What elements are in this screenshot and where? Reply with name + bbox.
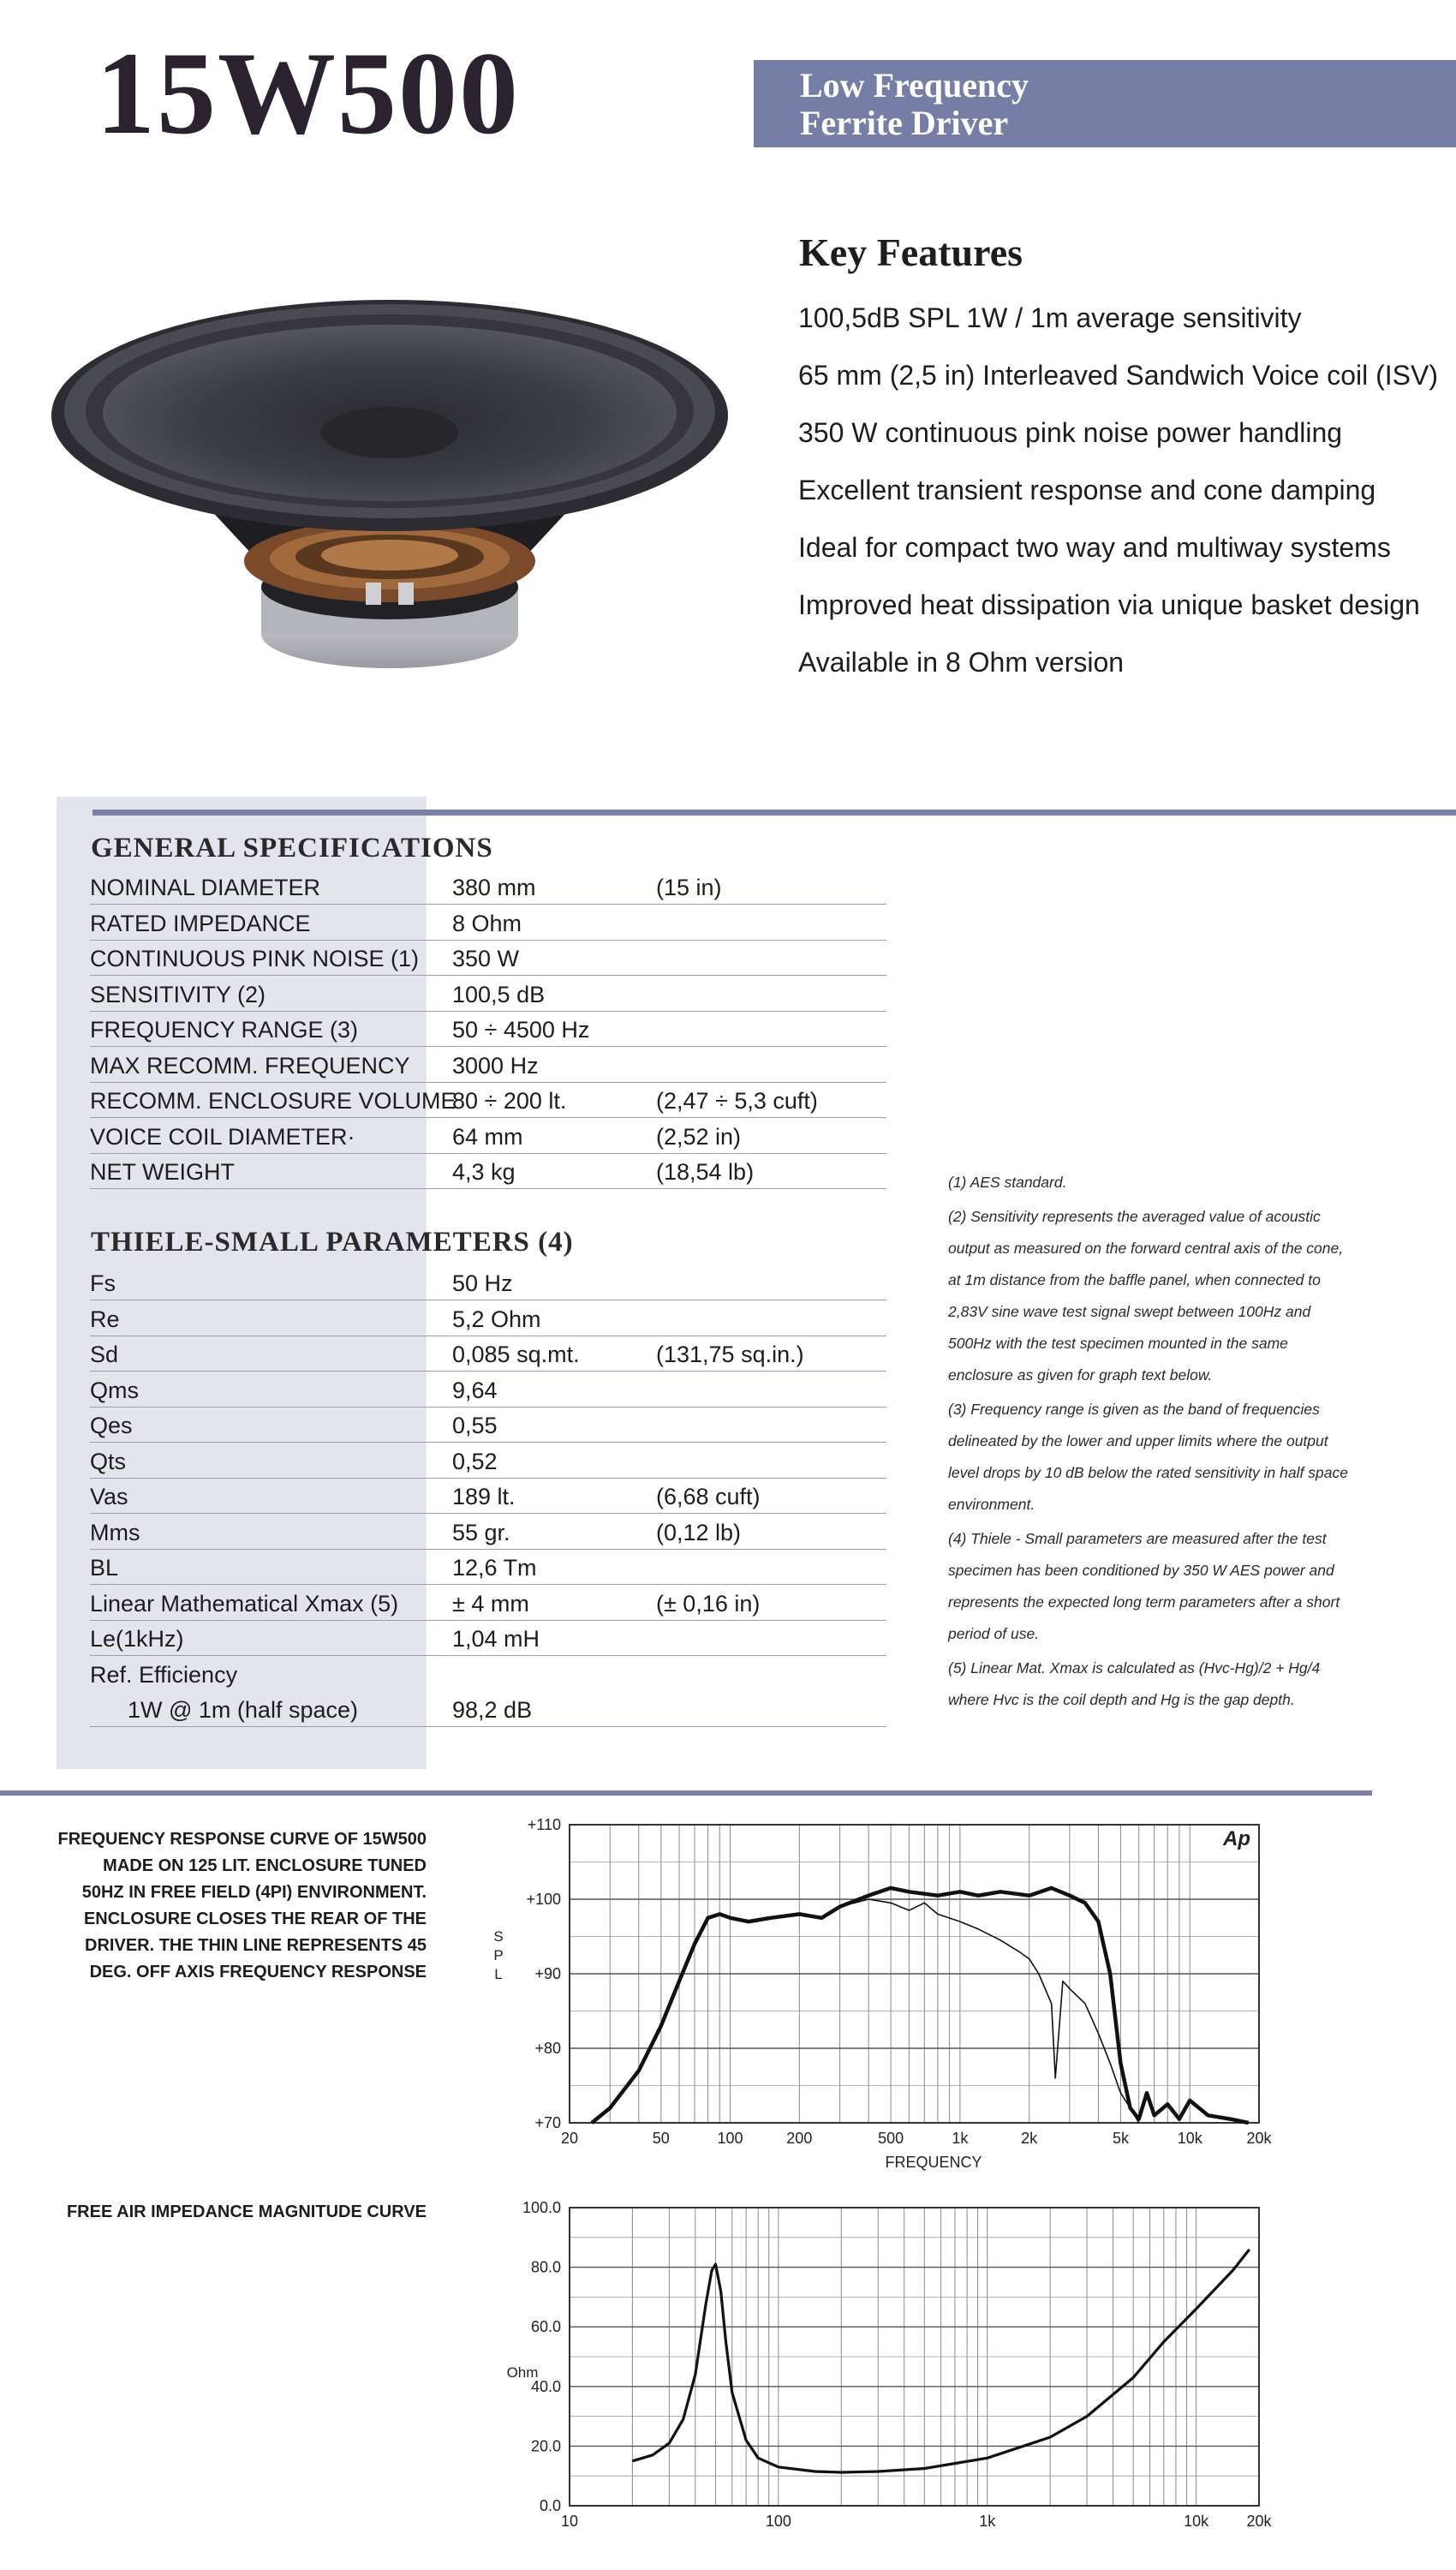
spec-value: 3000 Hz [452, 1052, 539, 1079]
x-tick-label: 20 [560, 2130, 579, 2147]
y-tick-label: +100 [526, 1891, 561, 1908]
x-tick-label: 500 [878, 2130, 904, 2147]
y-tick-label: +70 [534, 2114, 561, 2131]
spec-row [90, 940, 886, 976]
spec-value: 9,64 [452, 1377, 498, 1403]
spec-label: RECOMM. ENCLOSURE VOLUME [90, 1088, 456, 1114]
spec-label: SENSITIVITY (2) [90, 981, 266, 1007]
spec-row [90, 1691, 886, 1727]
spec-label: Ref. Efficiency [90, 1661, 238, 1688]
spec-value: 98,2 dB [452, 1697, 533, 1723]
note-item: (2) Sensitivity represents the averaged value of acoustic output as measured on the forward central axis of the cone, at 1m distance from the baffle panel, when connected to 2,83V sine wave test signal swept between 100Hz and 500Hz with the test specimen mounted in the same enclosure as given for graph text below. [948, 1208, 1344, 1384]
spec-alt-value: (± 0,16 in) [656, 1590, 761, 1617]
spec-label: FREQUENCY RANGE (3) [90, 1017, 359, 1043]
x-tick-label: 50 [652, 2130, 670, 2147]
spec-label: Fs [90, 1270, 116, 1296]
x-tick-label: 1k [979, 2513, 996, 2530]
spec-label: Sd [90, 1342, 119, 1367]
x-tick-label: 200 [786, 2130, 813, 2147]
key-feature-item: 65 mm (2,5 in) Interleaved Sandwich Voice coil (ISV) [798, 360, 1438, 391]
key-features-list [798, 290, 1438, 691]
key-features-title: Key Features [799, 230, 1023, 274]
banner-line-2: Ferrite Driver [800, 104, 1009, 142]
x-axis-label: FREQUENCY [885, 2154, 982, 2171]
caption-line: ENCLOSURE CLOSES THE REAR OF THE [83, 1910, 427, 1928]
spec-value: 189 lt. [452, 1484, 516, 1509]
y-tick-label: +90 [534, 1965, 561, 1982]
general-specs-title: GENERAL SPECIFICATIONS [91, 833, 493, 864]
spec-row [90, 869, 886, 905]
spec-row [90, 1585, 886, 1621]
spec-label: Qes [90, 1413, 133, 1438]
y-axis-label-letter: L [494, 1966, 503, 1982]
spec-row [90, 1407, 886, 1443]
key-feature-item: Excellent transient response and cone damping [798, 475, 1376, 505]
spec-value: 8 Ohm [452, 910, 522, 936]
caption-line: MADE ON 125 LIT. ENCLOSURE TUNED [103, 1856, 427, 1875]
y-tick-label: 0.0 [539, 2497, 561, 2514]
key-feature-item: Available in 8 Ohm version [798, 647, 1125, 678]
caption-line: 50HZ IN FREE FIELD (4PI) ENVIRONMENT. [81, 1883, 427, 1902]
ap-logo: Ap [1223, 1827, 1250, 1850]
y-tick-label: 60.0 [530, 2318, 561, 2336]
spec-value: 50 Hz [452, 1270, 513, 1296]
spec-value: 0,52 [452, 1448, 498, 1474]
caption-line: DRIVER. THE THIN LINE REPRESENTS 45 [85, 1936, 427, 1955]
spec-label: MAX RECOMM. FREQUENCY [90, 1052, 410, 1079]
note-item: (4) Thiele - Small parameters are measured after the test specimen has been conditioned by 350 W AES power and represents the expected long term parameters after a short period of use. [948, 1530, 1340, 1642]
speaker-illustration [47, 257, 749, 702]
spec-label: RATED IMPEDANCE [90, 910, 311, 936]
x-tick-label: 20k [1246, 2513, 1272, 2530]
spec-value: 100,5 dB [452, 981, 546, 1007]
thiele-small-title: THIELE-SMALL PARAMETERS (4) [91, 1227, 574, 1258]
spec-value: 50 ÷ 4500 Hz [452, 1017, 590, 1043]
spec-alt-value: (2,52 in) [656, 1123, 742, 1150]
x-tick-label: 10k [1177, 2130, 1202, 2147]
spec-label: CONTINUOUS PINK NOISE (1) [90, 946, 420, 971]
x-tick-label: 5k [1112, 2130, 1129, 2147]
spec-value: 12,6 Tm [452, 1555, 537, 1581]
spec-row [90, 1514, 886, 1550]
spec-value: 350 W [452, 946, 520, 971]
spec-alt-value: (131,75 sq.in.) [656, 1342, 804, 1367]
product-type-banner [754, 60, 1456, 147]
y-axis-label-letter: P [493, 1947, 504, 1963]
key-feature-item: 350 W continuous pink noise power handling [798, 417, 1343, 448]
spec-row [90, 976, 886, 1012]
key-feature-item: Improved heat dissipation via unique basket design [798, 589, 1420, 620]
spec-row [90, 1011, 886, 1047]
y-tick-label: +80 [534, 2040, 561, 2057]
spec-label: NET WEIGHT [90, 1159, 236, 1185]
frequency-response-chart [480, 1816, 1285, 2176]
spec-row [90, 1372, 886, 1408]
key-feature-item: Ideal for compact two way and multiway systems [798, 532, 1391, 563]
spec-value: 55 gr. [452, 1519, 510, 1545]
impedance-caption: FREE AIR IMPEDANCE MAGNITUDE CURVE [66, 2202, 427, 2221]
spec-value: 80 ÷ 200 lt. [452, 1088, 567, 1114]
y-tick-label: 80.0 [530, 2258, 561, 2276]
x-tick-label: 10k [1184, 2513, 1209, 2530]
spec-value: 0,085 sq.mt. [452, 1342, 580, 1367]
spec-alt-value: (6,68 cuft) [656, 1484, 761, 1509]
spec-alt-value: (15 in) [656, 875, 722, 900]
y-axis-label-letter: S [493, 1928, 504, 1945]
caption-line: DEG. OFF AXIS FREQUENCY RESPONSE [89, 1963, 427, 1981]
spec-alt-value: (0,12 lb) [656, 1519, 742, 1545]
spec-value: 380 mm [452, 875, 536, 900]
x-tick-label: 100 [765, 2513, 791, 2530]
y-axis-label: Ohm [506, 2364, 539, 2381]
spec-label: NOMINAL DIAMETER [90, 875, 321, 900]
spec-row [90, 1153, 886, 1189]
y-tick-label: +110 [527, 1816, 561, 1833]
spec-label: Linear Mathematical Xmax (5) [90, 1590, 399, 1617]
x-tick-label: 100 [717, 2130, 743, 2147]
spec-row [90, 1443, 886, 1479]
series-line-primary [592, 1888, 1249, 2123]
caption-line: FREQUENCY RESPONSE CURVE OF 15W500 [57, 1830, 427, 1849]
note-item: (5) Linear Mat. Xmax is calculated as (Hvc-Hg)/2 + Hg/4 where Hvc is the coil depth and Hg is the gap depth. [948, 1659, 1321, 1708]
key-feature-item: 100,5dB SPL 1W / 1m average sensitivity [798, 302, 1302, 333]
y-tick-label: 20.0 [530, 2437, 561, 2455]
spec-row [90, 1549, 886, 1585]
spec-row [90, 1118, 886, 1154]
spec-label: Mms [90, 1519, 140, 1545]
banner-line-1: Low Frequency [800, 66, 1029, 105]
spec-value: 64 mm [452, 1123, 523, 1150]
spec-label: Vas [90, 1484, 128, 1509]
x-tick-label: 20k [1246, 2130, 1272, 2147]
spec-value: 4,3 kg [452, 1159, 516, 1185]
spec-label: Qms [90, 1377, 139, 1403]
spec-label: BL [90, 1555, 119, 1581]
spec-value: 1,04 mH [452, 1626, 540, 1652]
frequency-response-caption [43, 1826, 427, 1986]
y-tick-label: 40.0 [530, 2377, 561, 2395]
spec-label: Re [90, 1306, 120, 1332]
spec-row [90, 1264, 886, 1300]
y-tick-label: 100.0 [522, 2199, 561, 2216]
spec-notes [948, 1167, 1351, 1718]
spec-label: Le(1kHz) [90, 1626, 184, 1652]
spec-value: 0,55 [452, 1413, 498, 1438]
spec-row [90, 1082, 886, 1118]
spec-label: Qts [90, 1448, 127, 1474]
x-tick-label: 1k [952, 2130, 969, 2147]
section-divider [0, 1790, 1372, 1796]
spec-label: VOICE COIL DIAMETER· [90, 1123, 355, 1150]
spec-row [90, 1478, 886, 1514]
spec-row [90, 1047, 886, 1083]
note-item: (3) Frequency range is given as the band of frequencies delineated by the lower and upper limits where the output level drops by 10 dB below the rated sensitivity in half space environment. [948, 1401, 1348, 1513]
spec-label: 1W @ 1m (half space) [128, 1697, 358, 1723]
spec-value: 5,2 Ohm [452, 1306, 541, 1332]
spec-row [90, 1620, 886, 1656]
spec-row [90, 1336, 886, 1372]
impedance-chart [480, 2197, 1285, 2557]
spec-value: ± 4 mm [452, 1590, 529, 1617]
x-tick-label: 10 [560, 2513, 579, 2530]
section-divider [92, 810, 1456, 816]
spec-row [90, 1300, 886, 1336]
spec-row [90, 1656, 886, 1691]
spec-row [90, 905, 886, 941]
spec-alt-value: (18,54 lb) [656, 1159, 755, 1185]
note-item: (1) AES standard. [948, 1174, 1067, 1191]
spec-alt-value: (2,47 ÷ 5,3 cuft) [656, 1088, 818, 1114]
model-title: 15W500 [96, 27, 520, 158]
x-tick-label: 2k [1021, 2130, 1038, 2147]
